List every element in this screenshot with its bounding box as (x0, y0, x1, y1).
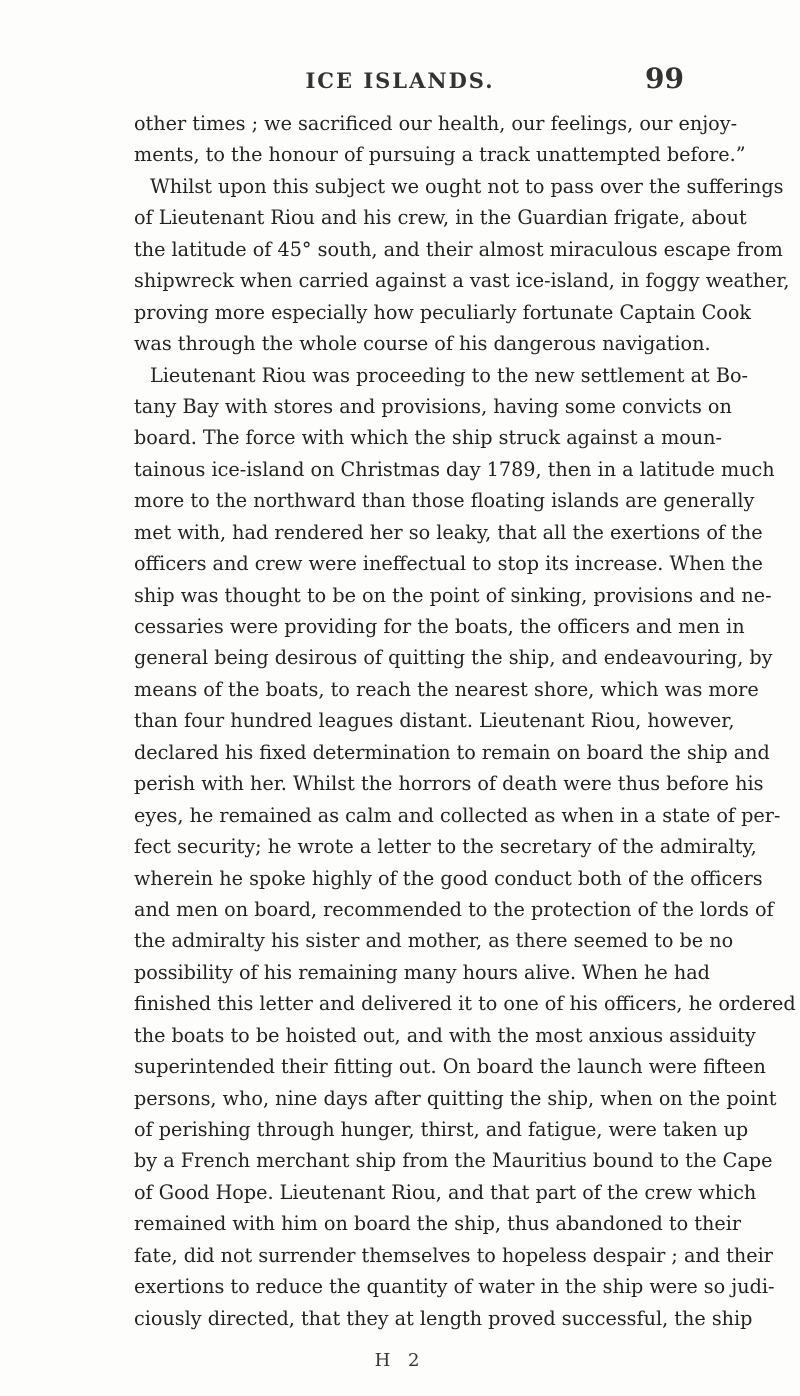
text-line: cessaries were providing for the boats, the officers and men in (134, 615, 745, 638)
text-line: more to the northward than those floating islands are generally (134, 489, 755, 513)
text-line: proving more especially how peculiarly fortunate Captain Cook (134, 300, 752, 324)
text-line: declared his fixed determination to remain on board the ship and (134, 740, 770, 764)
text-line: means of the boats, to reach the nearest shore, which was more (134, 677, 759, 701)
page-title: ICE ISLANDS. (305, 68, 495, 93)
text-line: Whilst upon this subject we ought not to pass over the sufferings (150, 174, 784, 198)
text-line: by a French merchant ship from the Mauritius bound to the Cape (134, 1149, 773, 1173)
text-line: ship was thought to be on the point of sinking, provisions and ne- (134, 583, 772, 607)
text-line: of Good Hope. Lieutenant Riou, and that part of the crew which (134, 1180, 757, 1204)
text-line: remained with him on board the ship, thus abandoned to their (134, 1212, 742, 1236)
text-line: Lieutenant Riou was proceeding to the new settlement at Bo- (150, 363, 748, 387)
text-line: other times ; we sacrificed our health, our feelings, our enjoy- (134, 112, 738, 135)
text-line: superintended their fitting out. On board the launch were fifteen (134, 1055, 766, 1079)
text-line: fate, did not surrender themselves to hopeless despair ; and their (134, 1243, 773, 1267)
text-line: board. The force with which the ship struck against a moun- (134, 426, 723, 450)
text-line: general being desirous of quitting the ship, and endeavouring, by (134, 646, 773, 670)
text-line: ciously directed, that they at length proved successful, the ship (134, 1306, 753, 1330)
text-line: eyes, he remained as calm and collected as when in a state of per- (134, 803, 781, 827)
text-line: officers and crew were ineffectual to stop its increase. When the (134, 552, 763, 576)
text-line: was through the whole course of his dangerous navigation. (134, 332, 711, 356)
text-line: met with, had rendered her so leaky, that all the exertions of the (134, 520, 763, 544)
text-line: and men on board, recommended to the protection of the lords of (134, 897, 774, 921)
text-line: wherein he spoke highly of the good conduct both of the officers (134, 866, 763, 890)
page-number: 99 (645, 62, 684, 95)
text-line: the latitude of 45° south, and their almost miraculous escape from (134, 237, 783, 261)
text-line: persons, who, nine days after quitting the ship, when on the point (134, 1086, 777, 1110)
running-head (0, 62, 800, 102)
body-text (134, 108, 796, 1334)
text-line: the boats to be hoisted out, and with the most anxious assiduity (134, 1023, 756, 1047)
text-line: perish with her. Whilst the horrors of death were thus before his (134, 772, 764, 796)
text-line: tany Bay with stores and provisions, having some convicts on (134, 394, 732, 418)
text-line: of perishing through hunger, thirst, and fatigue, were taken up (134, 1118, 749, 1141)
text-line: tainous ice-island on Christmas day 1789, then in a latitude much (134, 457, 775, 481)
text-line: possibility of his remaining many hours alive. When he had (134, 960, 710, 984)
text-line: exertions to reduce the quantity of water in the ship were so judi- (134, 1275, 775, 1299)
signature-mark: H 2 (374, 1350, 426, 1371)
text-line: the admiralty his sister and mother, as there seemed to be no (134, 929, 734, 953)
text-line: ments, to the honour of pursuing a track unattempted before.” (134, 143, 746, 167)
text-line: than four hundred leagues distant. Lieutenant Riou, however, (134, 709, 735, 733)
text-line: fect security; he wrote a letter to the secretary of the admiralty, (134, 835, 757, 859)
text-line: finished this letter and delivered it to one of his officers, he ordered (134, 992, 796, 1016)
text-line: shipwreck when carried against a vast ice-island, in foggy weather, (134, 269, 790, 293)
text-line: of Lieutenant Riou and his crew, in the Guardian frigate, about (134, 206, 747, 230)
